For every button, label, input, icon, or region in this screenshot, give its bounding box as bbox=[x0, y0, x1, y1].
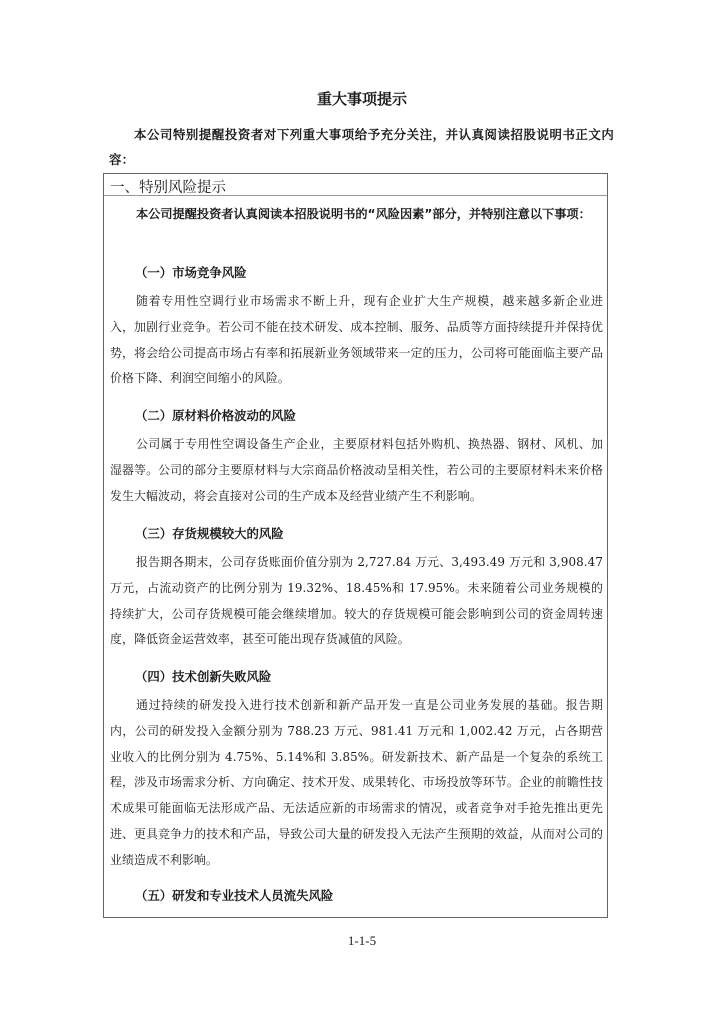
heading-divider bbox=[104, 195, 607, 196]
section-body-market: 随着专用性空调行业市场需求不断上升，现有企业扩大生产规模，越来越多新企业进入，加剧行业竞争。若公司不能在技术研发、成本控制、服务、品质等方面持续提升并保持优势，将会给公司提高市场占有率和拓展新业务领域带来一定的压力，公司将可能面临主要产品价格下降、利润空间缩小的风险。 bbox=[110, 294, 603, 386]
section-title-inventory: （三）存货规模较大的风险 bbox=[135, 526, 284, 541]
intro-paragraph: 本公司特别提醒投资者对下列重大事项给予充分关注，并认真阅读招股说明书正文内容： bbox=[109, 127, 614, 167]
section-title-market: （一）市场竞争风险 bbox=[135, 265, 247, 280]
risk-box-intro: 本公司提醒投资者认真阅读本招股说明书的“风险因素”部分，并特别注意以下事项： bbox=[136, 207, 591, 221]
section-body-innovation: 通过持续的研发投入进行技术创新和新产品开发一直是公司业务发展的基础。报告期内，公司的研发投入金额分别为 788.23 万元、981.41 万元和 1,002.42 万元，占各期营业收入的比例分别为 4.75%、5.14%和 3.85%。研发新技术、新产品是一个复杂的系统工程，涉及市场需求分析、方向确定、技术开发、成果转化、市场投放等环节。企业的前瞻性技术成果可能面临无法形成产品、无法适应新的市场需求的情况，或者竞争对手抢先推出更先进、更具竞争力的技术和产品，导致公司大量的研发投入无法产生预期的效益，从而对公司的业绩造成不利影响。 bbox=[110, 698, 603, 867]
section-title-raw-material: （二）原材料价格波动的风险 bbox=[135, 408, 297, 423]
section-body-inventory: 报告期各期末，公司存货账面价值分别为 2,727.84 万元、3,493.49 万元和 3,908.47 万元，占流动资产的比例分别为 19.32%、18.45%和 17.95%。未来随着公司业务规模的持续扩大，公司存货规模可能会继续增加。较大的存货规模可能会影响到公司的资金周转速度，降低资金运营效率，甚至可能出现存货减值的风险。 bbox=[110, 555, 603, 647]
risk-box bbox=[103, 173, 608, 918]
document-title: 重大事项提示 bbox=[316, 90, 407, 108]
page-number: 1-1-5 bbox=[347, 933, 377, 948]
section-title-innovation: （四）技术创新失败风险 bbox=[135, 669, 272, 684]
risk-box-heading: 一、特别风险提示 bbox=[110, 180, 226, 196]
section-body-raw-material: 公司属于专用性空调设备生产企业，主要原材料包括外购机、换热器、钢材、风机、加湿器等。公司的部分主要原材料与大宗商品价格波动呈相关性，若公司的主要原材料未来价格发生大幅波动，将会直接对公司的生产成本及经营业绩产生不利影响。 bbox=[110, 437, 603, 503]
section-title-staff-loss: （五）研发和专业技术人员流失风险 bbox=[135, 888, 334, 903]
